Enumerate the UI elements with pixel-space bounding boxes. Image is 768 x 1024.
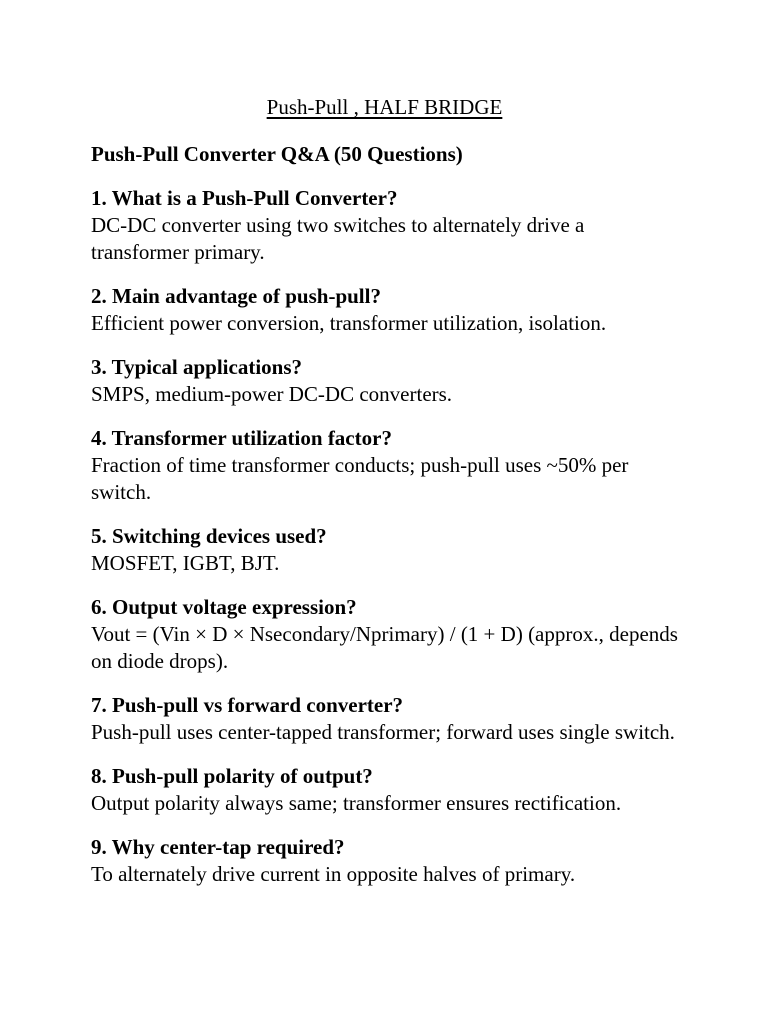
qa-question: 9. Why center-tap required? [91,835,345,859]
qa-answer: Push-pull uses center-tapped transformer; forward uses single switch. [91,720,675,744]
qa-item [91,354,678,408]
qa-item [91,185,678,266]
qa-item [91,834,678,888]
qa-answer: Output polarity always same; transformer ensures rectification. [91,791,622,815]
qa-question: 6. Output voltage expression? [91,595,357,619]
qa-question: 2. Main advantage of push-pull? [91,284,381,308]
qa-answer: SMPS, medium-power DC-DC converters. [91,382,453,406]
qa-item [91,283,678,337]
qa-question: 5. Switching devices used? [91,524,327,548]
qa-item [91,763,678,817]
qa-answer: Fraction of time transformer conducts; push-pull uses ~50% per switch. [91,453,629,504]
qa-question: 4. Transformer utilization factor? [91,426,392,450]
qa-question: 7. Push-pull vs forward converter? [91,693,404,717]
qa-answer: MOSFET, IGBT, BJT. [91,551,280,575]
qa-question: 8. Push-pull polarity of output? [91,764,373,788]
qa-list [91,185,678,888]
document-subtitle: Push-Pull Converter Q&A (50 Questions) [91,142,463,166]
qa-item [91,425,678,506]
qa-question: 1. What is a Push-Pull Converter? [91,186,398,210]
qa-answer: Efficient power conversion, transformer utilization, isolation. [91,311,607,335]
qa-question: 3. Typical applications? [91,355,303,379]
qa-item [91,692,678,746]
qa-answer: To alternately drive current in opposite halves of primary. [91,862,576,886]
qa-answer: DC-DC converter using two switches to alternately drive a transformer primary. [91,213,585,264]
document-title: Push-Pull , HALF BRIDGE [266,95,503,119]
qa-answer: Vout = (Vin × D × Nsecondary/Nprimary) / (1 + D) (approx., depends on diode drops). [91,622,678,673]
qa-item [91,523,678,577]
qa-item [91,594,678,675]
